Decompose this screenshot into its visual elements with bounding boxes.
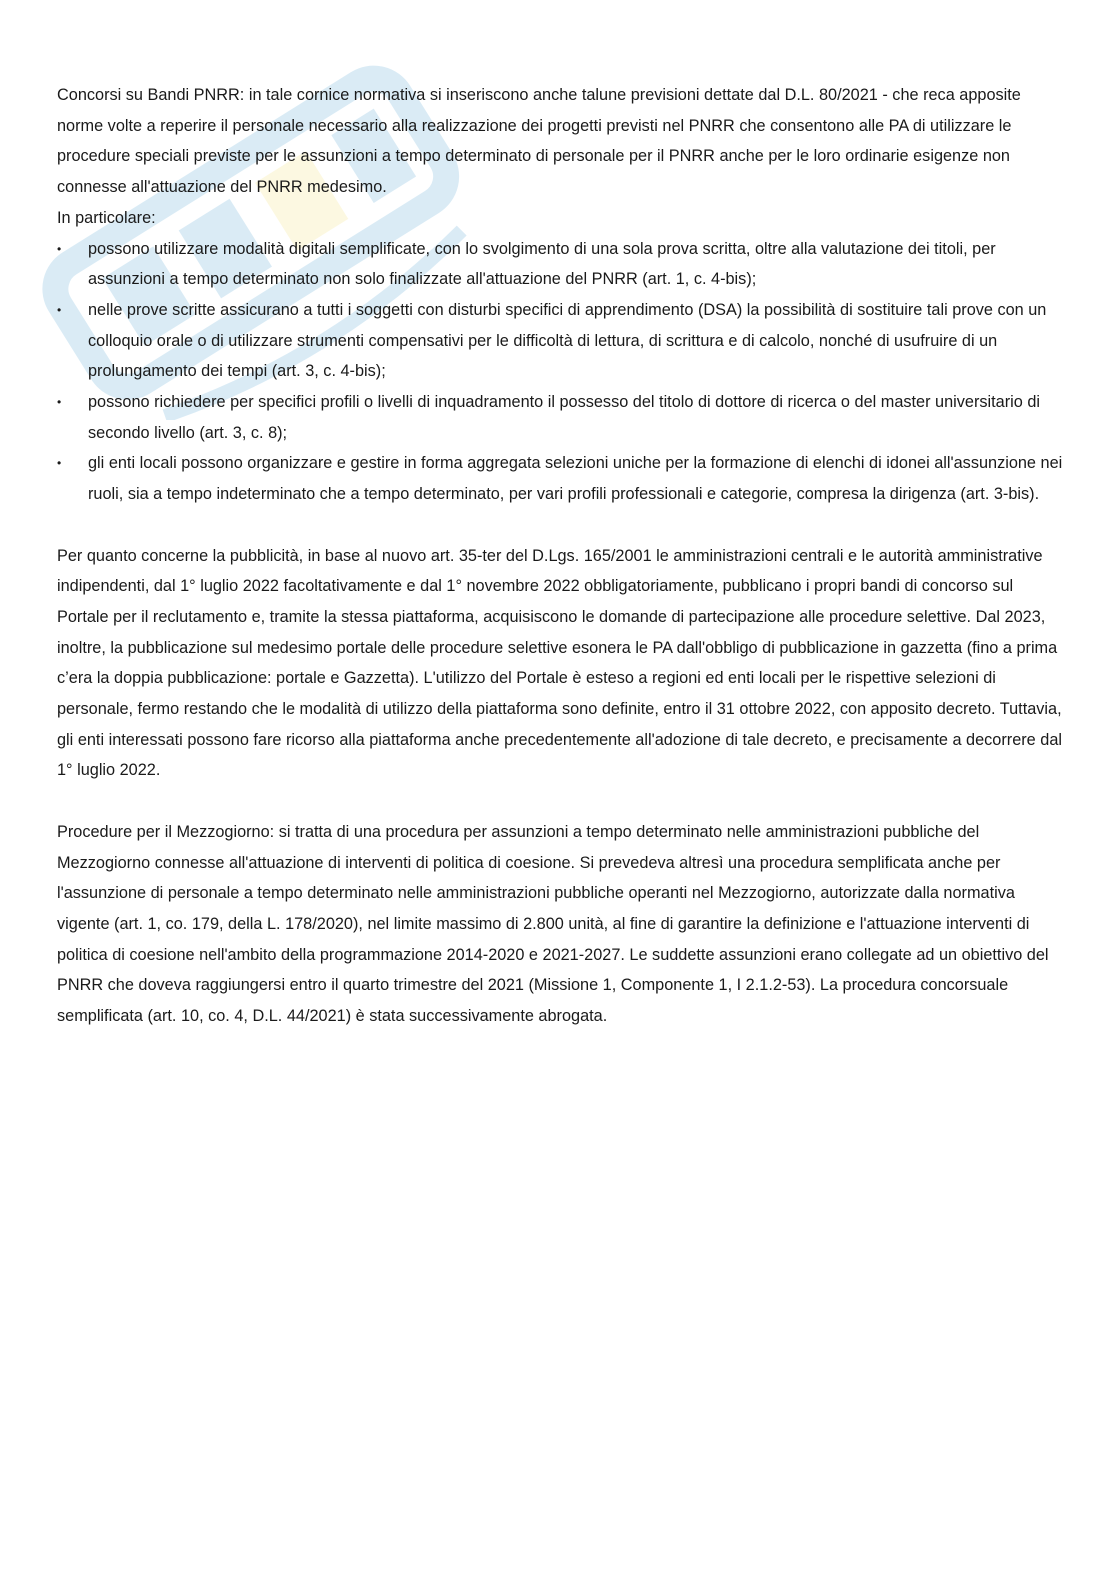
paragraph-spacer	[57, 786, 1067, 817]
section1-lead-text: In particolare:	[57, 208, 156, 227]
list-item-text: possono utilizzare modalità digitali semplificate, con lo svolgimento di una sola prova scritta, oltre alla valutazione dei titoli, per assunzioni a tempo determinato non solo finalizzate all'attuazione del PNRR (art. 1, c. 4-bis);	[88, 239, 996, 289]
bullet-icon: •	[57, 241, 62, 256]
list-item	[57, 387, 1067, 448]
section1-intro-paragraph: Concorsi su Bandi PNRR: in tale cornice normativa si inseriscono anche talune previsioni dettate dal D.L. 80/2021 - che reca apposite norme volte a reperire il personale necessario alla realizzazione dei progetti previsti nel PNRR che consentono alle PA di utilizzare le procedure speciali previste per le assunzioni a tempo determinato di personale per il PNRR anche per le loro ordinarie esigenze non connesse all'attuazione del PNRR medesimo.	[57, 86, 1021, 197]
list-item-text: gli enti locali possono organizzare e gestire in forma aggregata selezioni uniche per la formazione di elenchi di idonei all'assunzione nei ruoli, sia a tempo indeterminato che a tempo determinato, per vari profili professionali e categorie, compresa la dirigenza (art. 3-bis).	[88, 454, 1063, 504]
bullet-icon: •	[57, 456, 62, 471]
paragraph-spacer	[57, 510, 1067, 541]
bullet-icon: •	[57, 395, 62, 410]
list-item-text: nelle prove scritte assicurano a tutti i soggetti con disturbi specifici di apprendimento (DSA) la possibilità di sostituire tali prove con un colloquio orale o di utilizzare strumenti compensativi per le difficoltà di lettura, di scrittura e di calcolo, nonché di usufruire di un prolungamento dei tempi (art. 3, c. 4-bis);	[88, 300, 1047, 381]
section2-paragraph: Per quanto concerne la pubblicità, in base al nuovo art. 35-ter del D.Lgs. 165/2001 le amministrazioni centrali e le autorità amministrative indipendenti, dal 1° luglio 2022 facoltativamente e dal 1° novembre 2022 obbligatoriamente, pubblicano i propri bandi di concorso sul Portale per il reclutamento e, tramite la stessa piattaforma, acquisiscono le domande di partecipazione alle procedure selettive. Dal 2023, inoltre, la pubblicazione sul medesimo portale delle procedure selettive esonera le PA dall'obbligo di pubblicazione in gazzetta (fino a prima c’era la doppia pubblicazione: portale e Gazzetta). L'utilizzo del Portale è esteso a regioni ed enti locali per le rispettive selezioni di personale, fermo restando che le modalità di utilizzo della piattaforma sono definite, entro il 31 ottobre 2022, con apposito decreto. Tuttavia, gli enti interessati possono fare ricorso alla piattaforma anche precedentemente all'adozione di tale decreto, e precisamente a decorrere dal 1° luglio 2022.	[57, 546, 1062, 780]
document-body	[57, 80, 1067, 1032]
section3-paragraph: Procedure per il Mezzogiorno: si tratta di una procedura per assunzioni a tempo determinato nelle amministrazioni pubbliche del Mezzogiorno connesse all'attuazione di interventi di politica di coesione. Si prevedeva altresì una procedura semplificata anche per l'assunzione di personale a tempo determinato nelle amministrazioni pubbliche operanti nel Mezzogiorno, autorizzate dalla normativa vigente (art. 1, co. 179, della L. 178/2020), nel limite massimo di 2.800 unità, al fine di garantire la definizione e l'attuazione interventi di politica di coesione nell'ambito della programmazione 2014-2020 e 2021-2027. Le suddette assunzioni erano collegate ad un obiettivo del PNRR che doveva raggiungersi entro il quarto trimestre del 2021 (Missione 1, Componente 1, I 2.1.2-53). La procedura concorsuale semplificata (art. 10, co. 4, D.L. 44/2021) è stata successivamente abrogata.	[57, 822, 1049, 1026]
list-item	[57, 234, 1067, 295]
list-item-text: possono richiedere per specifici profili o livelli di inquadramento il possesso del titolo di dottore di ricerca o del master universitario di secondo livello (art. 3, c. 8);	[88, 393, 1041, 442]
bullet-icon: •	[57, 302, 62, 317]
list-item	[57, 448, 1067, 509]
section1-bullet-list	[57, 234, 1067, 510]
list-item	[57, 295, 1067, 387]
